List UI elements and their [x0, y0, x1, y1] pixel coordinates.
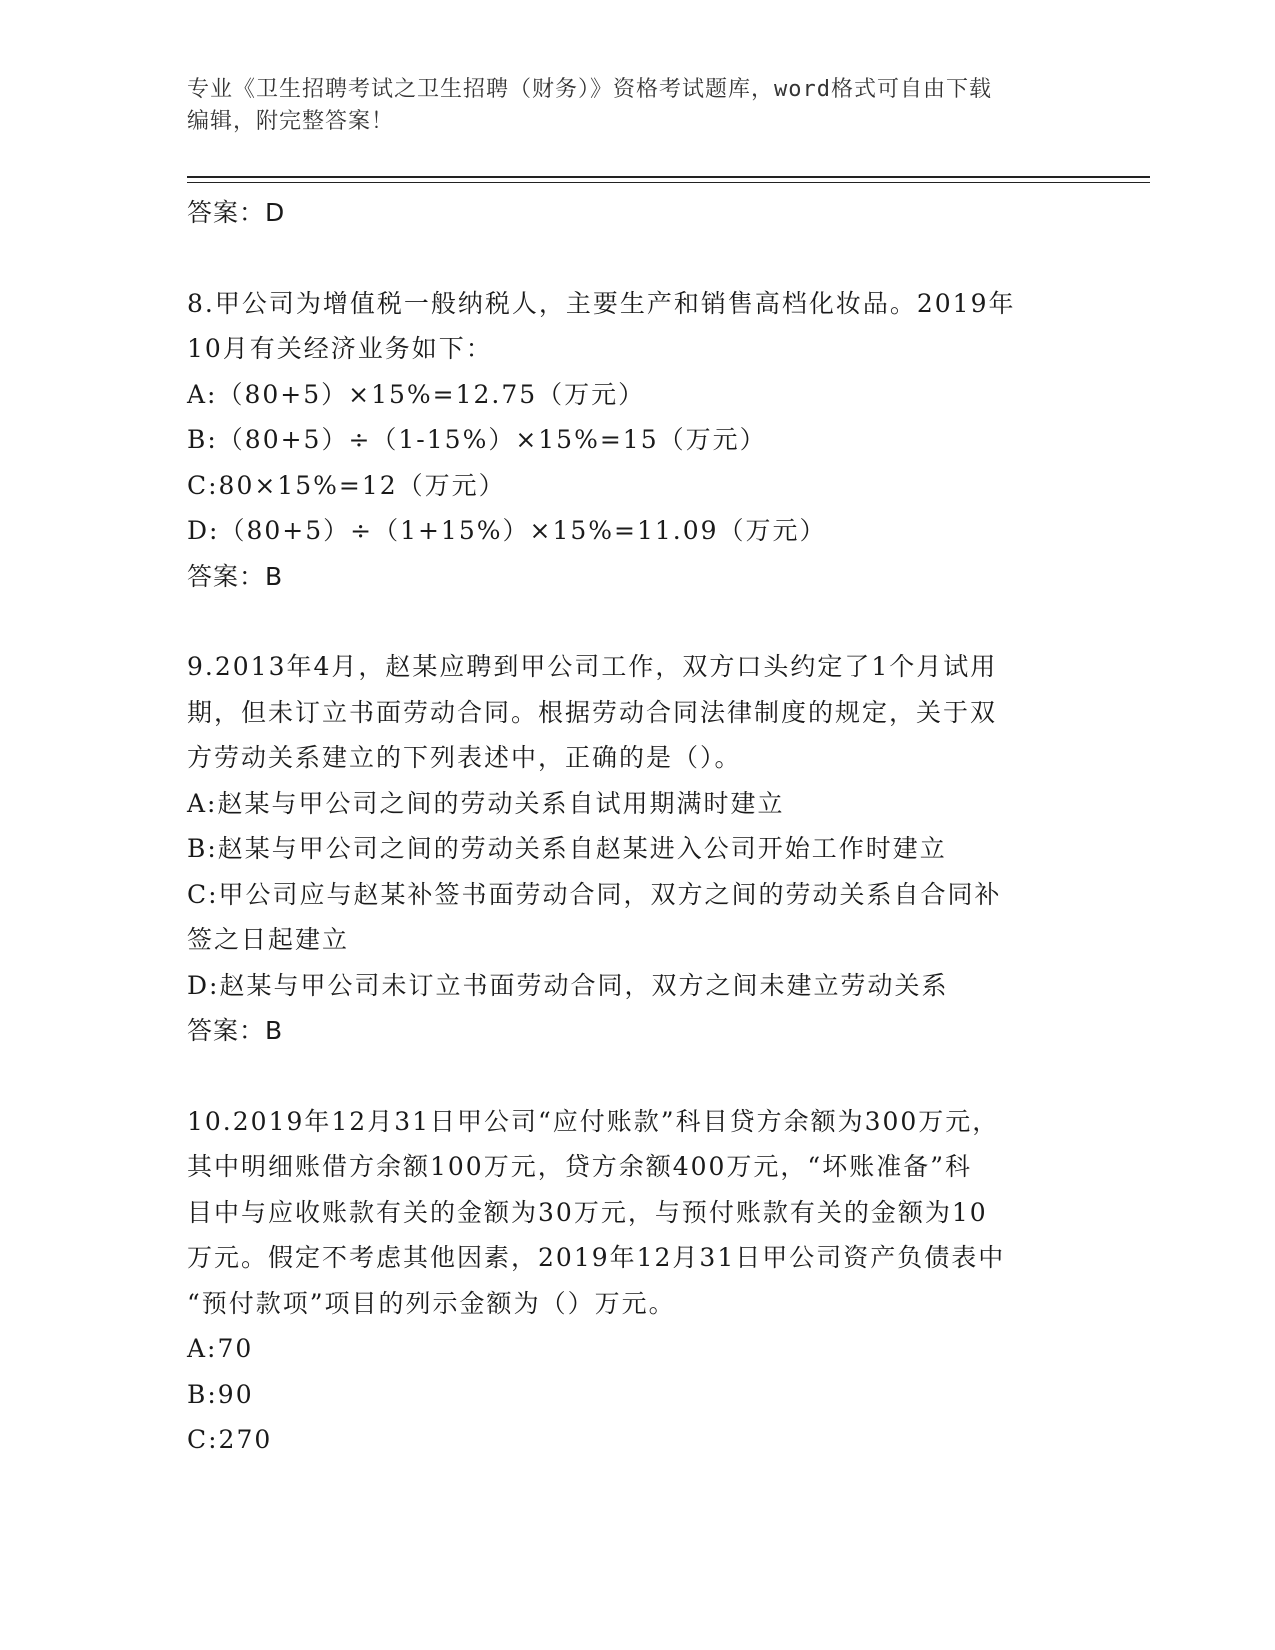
question-stem-line: 目中与应收账款有关的金额为30万元，与预付账款有关的金额为10: [187, 1197, 988, 1227]
header-divider: [187, 176, 1150, 178]
option-b: B:（80+5）÷（1-15%）×15%=15（万元）: [187, 425, 767, 454]
option-c: C:270: [187, 1425, 273, 1454]
question-stem-line: 8.甲公司为增值税一般纳税人，主要生产和销售高档化妆品。2019年: [187, 288, 1016, 318]
answer-q9: 答案：B: [187, 1016, 284, 1045]
question-stem-line: 期，但未订立书面劳动合同。根据劳动合同法律制度的规定，关于双: [187, 697, 998, 727]
option-a: A:赵某与甲公司之间的劳动关系自试用期满时建立: [187, 788, 785, 818]
question-stem-line: 10月有关经济业务如下：: [187, 334, 493, 363]
question-stem-line: 其中明细账借方余额100万元，贷方余额400万元，“坏账准备”科: [187, 1152, 972, 1181]
question-stem-line: 10.2019年12月31日甲公司“应付账款”科目贷方余额为300万元，: [187, 1106, 1000, 1136]
question-9: [187, 644, 1087, 1054]
option-c: C:甲公司应与赵某补签书面劳动合同，双方之间的劳动关系自合同补: [187, 879, 1002, 909]
option-a: A:（80+5）×15%=12.75（万元）: [187, 379, 646, 409]
option-b: B:90: [187, 1379, 254, 1409]
question-stem-line: “预付款项”项目的列示金额为（）万元。: [187, 1288, 676, 1318]
question-stem-line: 万元。假定不考虑其他因素，2019年12月31日甲公司资产负债表中: [187, 1243, 1006, 1272]
option-a: A:70: [187, 1334, 254, 1363]
answer-q7: 答案：D: [187, 198, 286, 227]
header-line-2: 编辑，附完整答案！: [187, 109, 395, 134]
header-line-1: 专业《卫生招聘考试之卫生招聘（财务）》资格考试题库，word格式可自由下载: [187, 77, 992, 102]
question-stem-line: 方劳动关系建立的下列表述中，正确的是（）。: [187, 743, 742, 772]
document-body: [187, 190, 1087, 1463]
option-b: B:赵某与甲公司之间的劳动关系自赵某进入公司开始工作时建立: [187, 834, 947, 863]
question-8: [187, 281, 1087, 600]
header-divider-thin: [187, 182, 1150, 183]
question-10: [187, 1099, 1087, 1463]
option-c: C:80×15%=12（万元）: [187, 470, 506, 500]
page-header: [187, 74, 1087, 138]
answer-q8: 答案：B: [187, 561, 284, 591]
question-stem-line: 9.2013年4月，赵某应聘到甲公司工作，双方口头约定了1个月试用: [187, 652, 998, 681]
option-c-continued: 签之日起建立: [187, 925, 350, 954]
option-d: D:（80+5）÷（1+15%）×15%=11.09（万元）: [187, 516, 827, 545]
option-d: D:赵某与甲公司未订立书面劳动合同，双方之间未建立劳动关系: [187, 970, 949, 1000]
